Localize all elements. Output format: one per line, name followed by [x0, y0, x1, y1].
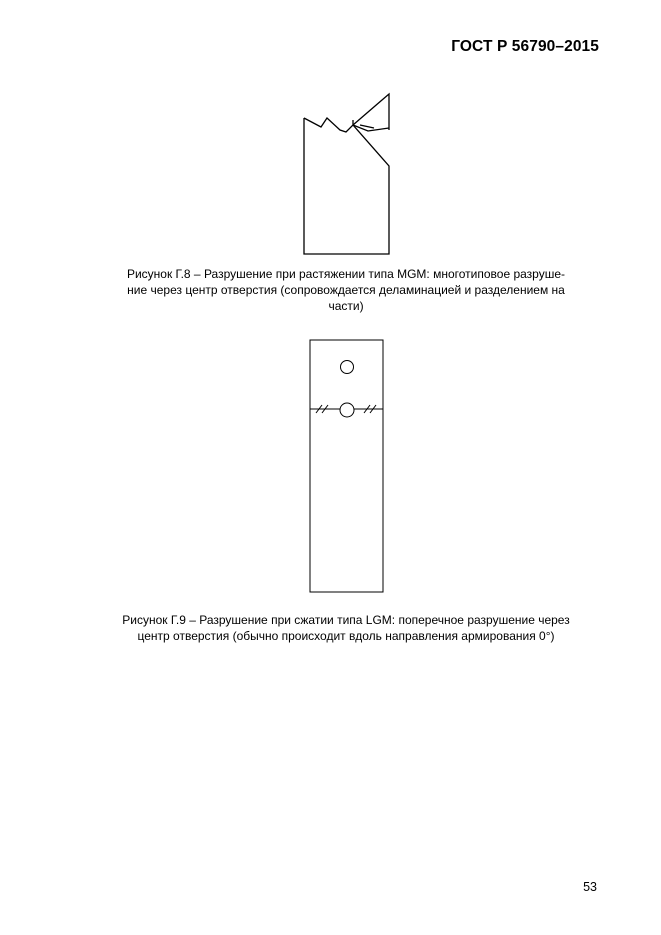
caption-line: ние через центр отверстия (сопровождается деламинацией и разделением на: [127, 283, 565, 297]
jagged-fracture-edge: [304, 118, 353, 132]
caption-line: Рисунок Г.8 – Разрушение при растяжении типа MGM: многотиповое разруше-: [126, 267, 566, 281]
page-number: 53: [583, 880, 597, 894]
figure-g9-drawing: [302, 334, 392, 596]
caption-line: центр отверстия (обычно происходит вдоль направления армирования 0°): [137, 629, 555, 643]
figure-g8-caption: [80, 266, 612, 314]
central-hole: [340, 403, 354, 417]
figure-g9-caption: [80, 612, 612, 644]
fracture-outline: [304, 118, 389, 254]
specimen-outline: [310, 340, 383, 592]
caption-line: части): [328, 299, 364, 313]
standard-code: ГОСТ Р 56790–2015: [451, 38, 599, 55]
delamination-wedge: [353, 94, 389, 130]
figure-g8-drawing: [290, 86, 400, 258]
upper-hole: [341, 361, 354, 374]
caption-line: Рисунок Г.9 – Разрушение при сжатии типа LGM: поперечное разрушение через: [122, 613, 570, 627]
